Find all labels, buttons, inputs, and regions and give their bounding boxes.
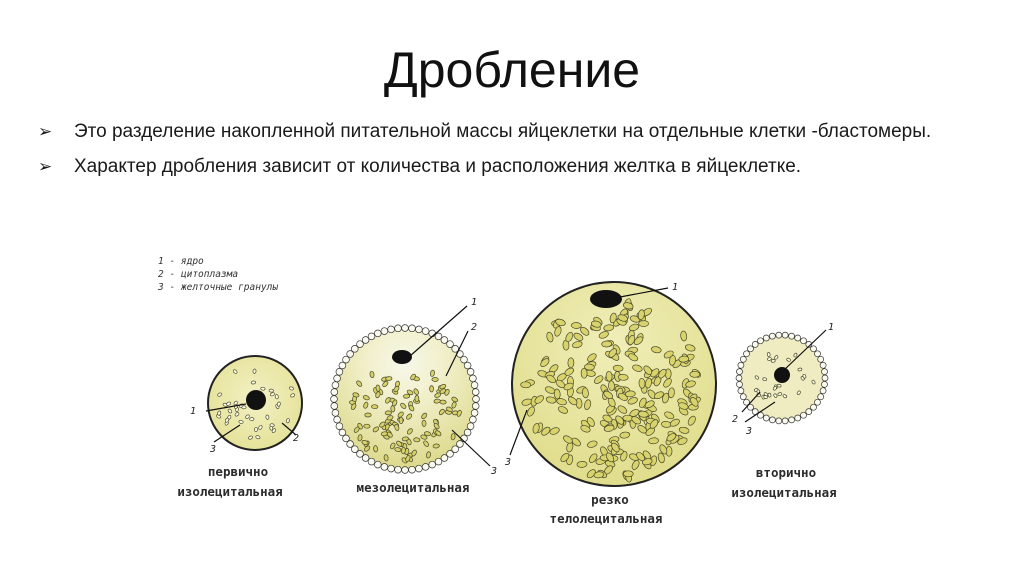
membrane-bead <box>782 418 788 424</box>
membrane-bead <box>822 369 828 375</box>
membrane-bead <box>336 368 343 375</box>
yolk-granule <box>602 341 612 348</box>
yolk-granule <box>679 356 689 363</box>
membrane-bead <box>815 351 821 357</box>
cell-secondary-isolecithal <box>732 322 834 437</box>
legend-item: 1 - ядро <box>158 256 204 267</box>
membrane-bead <box>416 326 423 333</box>
bullet-text: Характер дробления зависит от количества и расположения желтка в яйцеклетке. <box>74 156 802 177</box>
membrane-bead <box>769 333 775 339</box>
membrane-bead <box>740 394 746 400</box>
membrane-bead <box>402 325 409 332</box>
membrane-bead <box>740 356 746 362</box>
yolk-granule <box>767 352 771 356</box>
yolk-granule <box>269 389 274 392</box>
yolk-granule <box>415 395 419 401</box>
membrane-bead <box>402 467 409 474</box>
yolk-granule <box>608 381 615 391</box>
yolk-granule <box>403 394 410 399</box>
caption-cell-1: первично <box>207 464 269 479</box>
membrane-bead <box>332 410 339 417</box>
membrane-bead <box>388 465 395 472</box>
label-yolk-granules: 3 <box>491 466 498 477</box>
yolk-granule <box>261 387 266 390</box>
membrane-bead <box>467 423 474 430</box>
membrane-bead <box>822 381 828 387</box>
caption-cell-3: телолецитальная <box>549 511 663 526</box>
membrane-bead <box>789 333 795 339</box>
nucleus <box>246 390 266 410</box>
caption-cell-4: вторично <box>755 465 817 480</box>
yolk-granule <box>433 444 440 449</box>
yolk-granule <box>385 411 391 415</box>
membrane-bead <box>331 389 338 396</box>
membrane-bead <box>429 461 436 468</box>
membrane-bead <box>811 404 817 410</box>
yolk-granule <box>251 381 256 385</box>
membrane-bead <box>374 461 381 468</box>
membrane-bead <box>334 416 341 423</box>
yolk-granule <box>371 405 378 409</box>
membrane-bead <box>470 375 477 382</box>
membrane-bead <box>395 325 402 332</box>
membrane-bead <box>801 412 807 418</box>
membrane-bead <box>769 417 775 423</box>
legend-item: 3 - желточные гранулы <box>158 282 279 293</box>
membrane-bead <box>818 356 824 362</box>
yolk-granule <box>385 376 392 381</box>
yolk-granule <box>401 447 406 454</box>
yolk-granule <box>432 377 438 381</box>
membrane-bead <box>789 417 795 423</box>
yolk-granule <box>690 371 700 377</box>
caption-cell-4: изолецитальная <box>731 485 837 500</box>
membrane-bead <box>758 338 764 344</box>
caption-cell-2: мезолецитальная <box>356 480 470 495</box>
label-nucleus: 1 <box>471 297 478 308</box>
membrane-bead <box>467 368 474 375</box>
membrane-bead <box>752 341 758 347</box>
yolk-granule <box>270 423 275 427</box>
membrane-bead <box>811 346 817 352</box>
yolk-granule <box>266 415 270 420</box>
cell-mesolecithal <box>331 297 497 477</box>
membrane-bead <box>395 466 402 473</box>
arrow-bullet-icon: ➢ <box>38 157 53 176</box>
slide-title: Дробление <box>383 42 641 98</box>
label-yolk-granules: 3 <box>505 457 512 468</box>
membrane-bead <box>820 362 826 368</box>
yolk-granule <box>365 413 371 417</box>
membrane-bead <box>818 394 824 400</box>
membrane-bead <box>473 396 480 403</box>
yolk-granule <box>762 377 766 381</box>
label-cytoplasm: 2 <box>471 322 478 333</box>
membrane-bead <box>820 388 826 394</box>
label-nucleus: 1 <box>190 406 197 417</box>
membrane-bead <box>422 328 429 335</box>
yolk-granule <box>390 405 395 412</box>
legend-item: 2 - цитоплазма <box>158 269 239 280</box>
membrane-bead <box>795 415 801 421</box>
label-nucleus: 1 <box>828 322 835 333</box>
membrane-bead <box>737 369 743 375</box>
membrane-bead <box>409 466 416 473</box>
membrane-bead <box>381 464 388 471</box>
label-cytoplasm: 2 <box>293 433 300 444</box>
cell-telolecithal <box>504 282 716 486</box>
yolk-granule <box>606 371 613 381</box>
membrane-bead <box>801 338 807 344</box>
membrane-bead <box>748 346 754 352</box>
yolk-granule <box>571 322 581 328</box>
membrane-bead <box>332 382 339 389</box>
caption-cell-1: изолецитальная <box>177 484 283 499</box>
membrane-bead <box>374 330 381 337</box>
label-cytoplasm: 2 <box>732 414 739 425</box>
yolk-granule <box>422 420 426 427</box>
membrane-bead <box>336 423 343 430</box>
membrane-bead <box>763 335 769 341</box>
cell-primary-isolecithal <box>190 356 302 455</box>
membrane-bead <box>470 416 477 423</box>
nucleus <box>392 350 412 364</box>
nucleus <box>774 367 790 383</box>
bullet-text: Это разделение накопленной питательной массы яйцеклетки на отдельные клетки -бластомеры. <box>74 121 932 142</box>
membrane-bead <box>334 375 341 382</box>
yolk-granule <box>253 369 257 374</box>
membrane-bead <box>776 332 782 338</box>
yolk-granule <box>376 385 381 392</box>
membrane-bead <box>776 418 782 424</box>
label-yolk-granules: 3 <box>746 426 753 437</box>
membrane-bead <box>737 381 743 387</box>
yolk-granule <box>521 382 531 388</box>
yolk-granule <box>798 368 802 372</box>
membrane-bead <box>806 409 812 415</box>
yolk-granule <box>440 400 447 405</box>
yolk-granule <box>771 359 775 362</box>
yolk-granule <box>430 386 434 392</box>
yolk-granule <box>568 358 574 368</box>
membrane-bead <box>471 382 478 389</box>
membrane-bead <box>736 375 742 381</box>
membrane-bead <box>738 362 744 368</box>
membrane-bead <box>381 328 388 335</box>
nucleus <box>590 290 622 308</box>
yolk-granule <box>639 378 646 388</box>
caption-cell-3: резко <box>591 492 629 507</box>
membrane-bead <box>331 403 338 410</box>
membrane-bead <box>368 333 375 340</box>
yolk-granule <box>623 471 633 477</box>
yolk-granule <box>648 437 658 444</box>
membrane-bead <box>388 326 395 333</box>
membrane-bead <box>416 465 423 472</box>
membrane-bead <box>471 410 478 417</box>
membrane-bead <box>339 429 346 436</box>
membrane-bead <box>744 351 750 357</box>
membrane-bead <box>422 464 429 471</box>
yolk-granule <box>364 424 371 428</box>
yolk-granule <box>581 368 587 378</box>
label-nucleus: 1 <box>672 282 679 293</box>
yolk-granule <box>613 365 623 372</box>
membrane-bead <box>435 458 442 465</box>
membrane-bead <box>822 375 828 381</box>
membrane-bead <box>738 388 744 394</box>
membrane-bead <box>795 335 801 341</box>
yolk-granule <box>250 417 255 420</box>
yolk-granule <box>618 374 628 381</box>
yolk-granule <box>625 391 635 398</box>
yolk-granule <box>254 427 257 431</box>
membrane-bead <box>782 332 788 338</box>
yolk-granule <box>577 461 587 468</box>
yolk-granule <box>413 438 420 443</box>
membrane-bead <box>331 396 338 403</box>
arrow-bullet-icon: ➢ <box>38 122 53 141</box>
membrane-bead <box>472 403 479 410</box>
yolk-granule <box>384 454 389 461</box>
membrane-bead <box>763 415 769 421</box>
yolk-granule <box>399 417 403 423</box>
membrane-bead <box>815 399 821 405</box>
yolk-granule <box>768 393 771 397</box>
membrane-bead <box>472 389 479 396</box>
label-yolk-granules: 3 <box>210 444 217 455</box>
yolk-granule <box>373 445 378 452</box>
membrane-bead <box>409 325 416 332</box>
membrane-bead <box>464 362 471 369</box>
yolk-granule <box>777 384 781 387</box>
